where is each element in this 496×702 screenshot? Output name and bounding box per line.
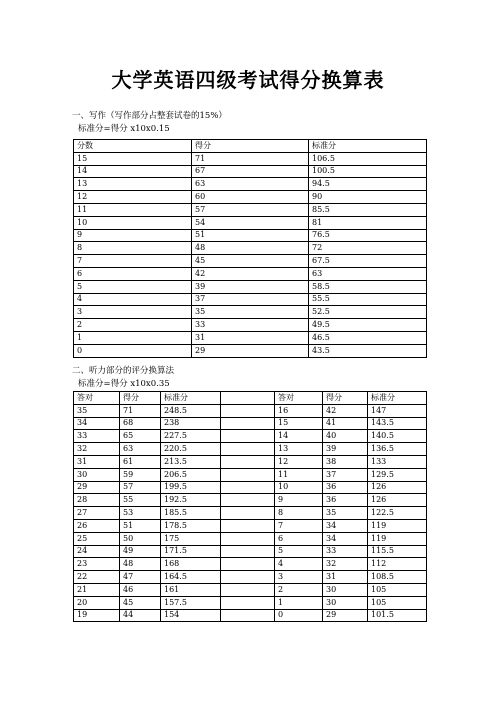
table-cell <box>221 596 275 609</box>
table-row <box>74 319 427 332</box>
table-cell: 154 <box>161 609 221 622</box>
column-header: 得分 <box>120 392 161 405</box>
table-cell: 60 <box>192 191 309 204</box>
table-cell: 0 <box>275 609 323 622</box>
table-cell: 21 <box>74 583 120 596</box>
table-cell: 133 <box>368 455 427 468</box>
table-cell: 63 <box>309 267 427 280</box>
table-cell: 161 <box>161 583 221 596</box>
table-cell: 14 <box>275 430 323 443</box>
table-row <box>74 519 427 532</box>
table-cell: 9 <box>275 494 323 507</box>
table-cell: 35 <box>323 507 368 520</box>
table-cell: 12 <box>275 455 323 468</box>
table-cell: 41 <box>323 417 368 430</box>
table-cell: 6 <box>74 267 192 280</box>
table-cell: 14 <box>74 165 192 178</box>
column-header: 标准分 <box>309 140 427 153</box>
column-header: 标准分 <box>368 392 427 405</box>
table-cell <box>221 545 275 558</box>
table-cell: 48 <box>120 558 161 571</box>
listening-score-table <box>73 391 427 622</box>
table-cell: 0 <box>74 344 192 357</box>
table-cell: 238 <box>161 417 221 430</box>
table-cell: 122.5 <box>368 507 427 520</box>
table-header-row <box>74 140 427 153</box>
table-cell: 90 <box>309 191 427 204</box>
table-row <box>74 583 427 596</box>
section1-heading: 一、写作（写作部分占整套试卷的15%） <box>72 111 227 121</box>
table-cell: 1 <box>275 596 323 609</box>
table-row <box>74 532 427 545</box>
table-cell: 147 <box>368 404 427 417</box>
table-cell: 175 <box>161 532 221 545</box>
table-cell: 26 <box>74 519 120 532</box>
table-cell: 39 <box>323 443 368 456</box>
table-row <box>74 178 427 191</box>
table-cell: 11 <box>74 203 192 216</box>
table-cell: 37 <box>323 468 368 481</box>
table-cell: 46 <box>120 583 161 596</box>
table-cell <box>221 430 275 443</box>
table-cell: 7 <box>275 519 323 532</box>
table-cell <box>221 468 275 481</box>
table-cell: 24 <box>74 545 120 558</box>
section2-heading: 二、听力部分的评分换算法 <box>72 366 175 376</box>
table-cell: 29 <box>74 481 120 494</box>
table-row <box>74 596 427 609</box>
table-cell: 51 <box>192 229 309 242</box>
table-cell: 4 <box>275 558 323 571</box>
table-cell: 94.5 <box>309 178 427 191</box>
table-row <box>74 165 427 178</box>
column-header: 得分 <box>323 392 368 405</box>
table-cell: 112 <box>368 558 427 571</box>
table-cell: 227.5 <box>161 430 221 443</box>
column-header <box>221 392 275 405</box>
table-cell: 192.5 <box>161 494 221 507</box>
table-cell <box>221 404 275 417</box>
table-cell <box>221 519 275 532</box>
table-cell: 157.5 <box>161 596 221 609</box>
table-cell: 51 <box>120 519 161 532</box>
table-row <box>74 191 427 204</box>
table-cell: 108.5 <box>368 571 427 584</box>
table-cell: 68 <box>120 417 161 430</box>
table-cell: 5 <box>74 280 192 293</box>
table-cell: 30 <box>74 468 120 481</box>
table-cell: 32 <box>323 558 368 571</box>
table-row <box>74 216 427 229</box>
table-cell: 52.5 <box>309 306 427 319</box>
table-cell: 44 <box>120 609 161 622</box>
table-cell <box>221 571 275 584</box>
table-cell <box>221 417 275 430</box>
table-cell: 85.5 <box>309 203 427 216</box>
table-cell: 43.5 <box>309 344 427 357</box>
table-cell: 40 <box>323 430 368 443</box>
table-cell: 31 <box>323 571 368 584</box>
table-cell: 199.5 <box>161 481 221 494</box>
table-cell: 119 <box>368 532 427 545</box>
table-cell <box>221 609 275 622</box>
table-cell: 35 <box>192 306 309 319</box>
column-header: 答对 <box>74 392 120 405</box>
table-row <box>74 255 427 268</box>
table-cell: 1 <box>74 331 192 344</box>
table-cell: 71 <box>192 152 309 165</box>
table-cell: 13 <box>275 443 323 456</box>
table-cell <box>221 507 275 520</box>
table-cell: 3 <box>275 571 323 584</box>
table-cell <box>221 481 275 494</box>
table-cell: 38 <box>323 455 368 468</box>
table-row <box>74 468 427 481</box>
table-cell: 63 <box>192 178 309 191</box>
table-cell: 20 <box>74 596 120 609</box>
table-cell: 178.5 <box>161 519 221 532</box>
table-cell: 29 <box>192 344 309 357</box>
table-cell: 36 <box>323 481 368 494</box>
table-cell: 34 <box>74 417 120 430</box>
table-cell: 49.5 <box>309 319 427 332</box>
table-cell: 9 <box>74 229 192 242</box>
page-title: 大学英语四级考试得分换算表 <box>111 68 385 92</box>
table-row <box>74 494 427 507</box>
table-row <box>74 404 427 417</box>
table-row <box>74 242 427 255</box>
table-cell: 42 <box>192 267 309 280</box>
table-cell <box>221 455 275 468</box>
table-cell: 35 <box>74 404 120 417</box>
table-cell: 5 <box>275 545 323 558</box>
table-cell: 171.5 <box>161 545 221 558</box>
table-row <box>74 293 427 306</box>
table-row <box>74 609 427 622</box>
table-cell <box>221 583 275 596</box>
table-cell: 248.5 <box>161 404 221 417</box>
table-cell: 168 <box>161 558 221 571</box>
table-row <box>74 545 427 558</box>
table-cell: 2 <box>74 319 192 332</box>
table-cell: 32 <box>74 443 120 456</box>
table-cell: 57 <box>120 481 161 494</box>
table-row <box>74 443 427 456</box>
table-row <box>74 229 427 242</box>
column-header: 得分 <box>192 140 309 153</box>
column-header: 标准分 <box>161 392 221 405</box>
table-row <box>74 481 427 494</box>
table-row <box>74 430 427 443</box>
table-cell: 67 <box>192 165 309 178</box>
table-cell: 115.5 <box>368 545 427 558</box>
table-cell: 15 <box>275 417 323 430</box>
table-cell: 37 <box>192 293 309 306</box>
table-cell <box>221 558 275 571</box>
table-cell: 55.5 <box>309 293 427 306</box>
table-cell: 34 <box>323 519 368 532</box>
writing-score-table <box>73 139 427 358</box>
table-cell: 42 <box>323 404 368 417</box>
table-cell <box>221 532 275 545</box>
table-cell: 106.5 <box>309 152 427 165</box>
table-cell: 31 <box>192 331 309 344</box>
table-cell <box>221 494 275 507</box>
table-cell: 31 <box>74 455 120 468</box>
table-row <box>74 344 427 357</box>
table-row <box>74 280 427 293</box>
table-cell: 10 <box>275 481 323 494</box>
table-row <box>74 507 427 520</box>
table-row <box>74 331 427 344</box>
table-cell: 185.5 <box>161 507 221 520</box>
table-cell: 67.5 <box>309 255 427 268</box>
table-cell: 206.5 <box>161 468 221 481</box>
table-cell: 12 <box>74 191 192 204</box>
section1-formula: 标准分=得分 x10x0.15 <box>78 124 170 134</box>
table-cell: 6 <box>275 532 323 545</box>
table-cell: 45 <box>120 596 161 609</box>
table-row <box>74 417 427 430</box>
table-cell: 76.5 <box>309 229 427 242</box>
table-cell: 53 <box>120 507 161 520</box>
table-cell: 36 <box>323 494 368 507</box>
table-cell: 71 <box>120 404 161 417</box>
table-cell: 29 <box>323 609 368 622</box>
table-cell: 220.5 <box>161 443 221 456</box>
table-row <box>74 152 427 165</box>
table-cell: 48 <box>192 242 309 255</box>
table-cell: 25 <box>74 532 120 545</box>
table-cell: 22 <box>74 571 120 584</box>
table-row <box>74 267 427 280</box>
table-row <box>74 558 427 571</box>
table-cell: 46.5 <box>309 331 427 344</box>
table-cell: 101.5 <box>368 609 427 622</box>
table-cell: 57 <box>192 203 309 216</box>
table-cell: 34 <box>323 532 368 545</box>
table-cell: 143.5 <box>368 417 427 430</box>
table-cell: 7 <box>74 255 192 268</box>
table-cell: 28 <box>74 494 120 507</box>
table-cell: 10 <box>74 216 192 229</box>
table-cell: 140.5 <box>368 430 427 443</box>
table-cell: 105 <box>368 596 427 609</box>
table-cell: 50 <box>120 532 161 545</box>
table-cell: 72 <box>309 242 427 255</box>
table-cell: 65 <box>120 430 161 443</box>
table-cell: 39 <box>192 280 309 293</box>
table-cell: 8 <box>74 242 192 255</box>
table-cell: 55 <box>120 494 161 507</box>
table-cell: 164.5 <box>161 571 221 584</box>
table-cell: 126 <box>368 481 427 494</box>
table-cell: 30 <box>323 583 368 596</box>
table-cell: 45 <box>192 255 309 268</box>
table-cell: 105 <box>368 583 427 596</box>
table-cell: 49 <box>120 545 161 558</box>
table-cell: 81 <box>309 216 427 229</box>
table-cell: 58.5 <box>309 280 427 293</box>
table-cell: 30 <box>323 596 368 609</box>
table-cell: 15 <box>74 152 192 165</box>
table-cell: 129.5 <box>368 468 427 481</box>
table-cell <box>221 443 275 456</box>
table-cell: 59 <box>120 468 161 481</box>
table-cell: 119 <box>368 519 427 532</box>
table-cell: 16 <box>275 404 323 417</box>
table-row <box>74 571 427 584</box>
table-cell: 213.5 <box>161 455 221 468</box>
table-cell: 8 <box>275 507 323 520</box>
table-cell: 33 <box>192 319 309 332</box>
table-cell: 126 <box>368 494 427 507</box>
table-cell: 13 <box>74 178 192 191</box>
table-cell: 4 <box>74 293 192 306</box>
table-cell: 136.5 <box>368 443 427 456</box>
column-header: 分数 <box>74 140 192 153</box>
table-cell: 100.5 <box>309 165 427 178</box>
column-header: 答对 <box>275 392 323 405</box>
table-row <box>74 306 427 319</box>
table-cell: 11 <box>275 468 323 481</box>
table-cell: 33 <box>74 430 120 443</box>
table-cell: 3 <box>74 306 192 319</box>
section2-formula: 标准分=得分 x10x0.35 <box>78 379 170 389</box>
table-header-row <box>74 392 427 405</box>
table-row <box>74 203 427 216</box>
table-row <box>74 455 427 468</box>
table-cell: 54 <box>192 216 309 229</box>
table-cell: 23 <box>74 558 120 571</box>
table-cell: 63 <box>120 443 161 456</box>
table-cell: 19 <box>74 609 120 622</box>
table-cell: 47 <box>120 571 161 584</box>
table-cell: 2 <box>275 583 323 596</box>
table-cell: 61 <box>120 455 161 468</box>
table-cell: 27 <box>74 507 120 520</box>
table-cell: 33 <box>323 545 368 558</box>
